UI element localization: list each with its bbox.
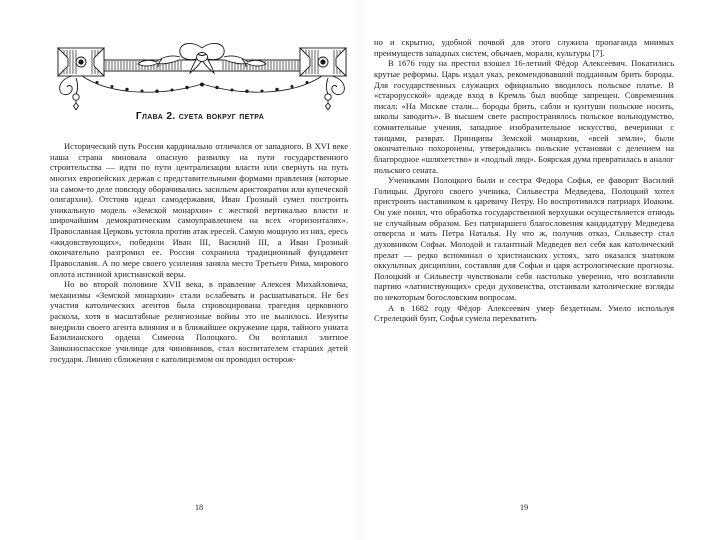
paragraph: Исторический путь России кардинально отличался от западного. В XVI веке наша страна миновала опасную развилку на пути государственного строительства — идти по пути централизации власти или свернуть на путь многих европейских держав с представительными формами правления (которые на самом-то деле повсюду оборачивались засильем аристократии или купеческой олигархии). Отстояв идеал самодержавия, Иван Грозный сумел построить уникальную модель «Земской монархии» с жесткой вертикалью власти и широчайшим демократическим самоуправлением на всех «горизонталях». Православная Церковь устояла против атак ересей. Самую мощную из них, ересь «жидовствующих», победили Иван III, Василий III, а Иван Грозный окончательно разгромил ее. Россия сохранила традиционный фундамент Православия. А по мере своего усиления заняла место Третьего Рима, мирового оплота истинной христианской веры. <box>50 141 348 279</box>
paragraph: В 1676 году на престол взошел 16-летний Фёдор Алексеевич. Покатились крутые реформы. Царь издал указ, рекомендовавший подданным брить бороды. Для государственных служащих официально вводилось польское платье. В «старорусской» одежде вход в Кремль был вообще запрещен. Современник писал: «На Москве стали... бороды брить, сабли и кунтуши польские носить, школы заводить». В высшем свете распространялось польское вольнодумство, сомнительные учения, западное изобразительное искусство, вечеринки с танцами, разврат. Принципы Земской монархии, «всей земли», были окончательно похоронены, утверждались польские установки с делением на благородное «шляхетство» и «подлый люд». Боярская дума превратилась в аналог польского сената. <box>374 58 674 175</box>
left-column-text <box>50 141 348 364</box>
page-number-right: 19 <box>519 503 529 512</box>
left-page <box>0 0 360 540</box>
chapter-header-ornament <box>52 38 352 110</box>
paragraph: Но во второй половине XVII века, в правление Алексея Михайловича, механизмы «Земской монархии» стали ослабевать и расшатываться. Не без участия католических агентов была спровоцирована трагедия церковного раскола, хотя в масштабные религиозные войны это не вылилось. Иезуиты внедрили своего агента влияния и в ближайшее окружение царя, тайного униата Базилианского ордена Симеона Полоцкого. Он возглавил элитное Заиконоспасское училище для чиновников, стал воспитателем старших детей государя. Линию сближения с католицизмом он проводил осторож- <box>50 279 348 364</box>
paragraph: Учениками Полоцкого были и сестра Федора Софья, ее фаворит Василий Голицын. Другого своего ученика, Сильвестра Медведева, Полоцкий хотел пристроить наставником к царевичу Петру. Но воспротивился патриарх Иоаким. Он уже понял, что обработка государственной верхушки осуществляется отнюдь не случайным образом. Без патриаршего благословения кандидатуру Медведева отвергла и мать Петра Наталья. Ну что ж, получив отказ, Сильвестр стал духовником Софьи. Молодой и галантный Медведев вел себя как католический прелат — редко вспоминал о христианских устоях, зато оказался знатоком оккультных дисциплин, составляя для Софьи и царя астрологические прогнозы. Полоцкий и Сильвестр чувствовали себя настолько уверенно, что возглавили партию «латинствующих» среди духовенства, отстаивали католические взгляды по некоторым богословским вопросам. <box>374 175 674 302</box>
chapter-title: Глава 2. суета вокруг петра <box>135 111 265 122</box>
right-column-text <box>374 37 674 324</box>
paragraph: но и скрытно, удобной почвой для этого служила пропаганда мнимых преимуществ западных систем, обычаев, морали, культуры [7]. <box>374 37 674 58</box>
right-page <box>360 0 720 540</box>
paragraph: А в 1682 году Фёдор Алексеевич умер бездетным. Умело используя Стрелецкий бунт, Софья сумела перехватить <box>374 302 674 324</box>
page-number-left: 18 <box>194 503 204 512</box>
